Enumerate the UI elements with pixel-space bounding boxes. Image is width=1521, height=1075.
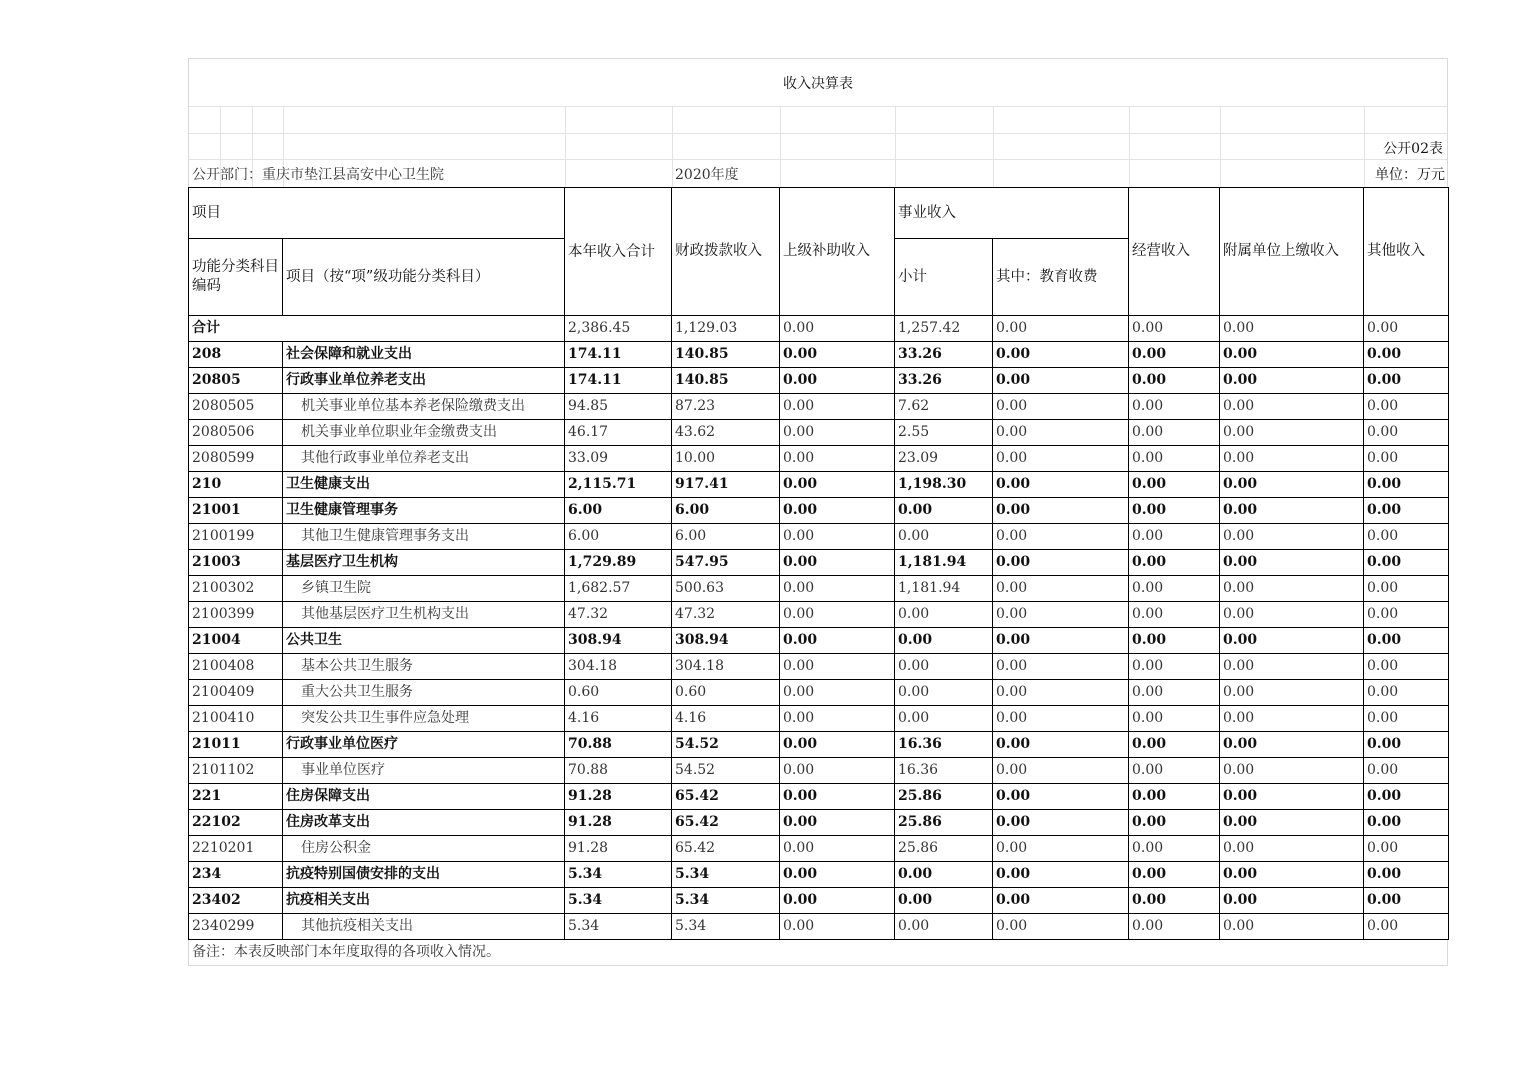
fiscal-cell: 54.52 xyxy=(672,732,780,758)
superior-cell: 0.00 xyxy=(780,628,895,654)
table-row xyxy=(189,576,1449,602)
affiliated-cell: 0.00 xyxy=(1220,914,1364,940)
education-cell: 0.00 xyxy=(993,836,1129,862)
code-cell: 2080506 xyxy=(189,420,283,446)
education-cell: 0.00 xyxy=(993,420,1129,446)
education-cell: 0.00 xyxy=(993,732,1129,758)
operating-cell: 0.00 xyxy=(1129,862,1220,888)
fiscal-cell: 65.42 xyxy=(672,810,780,836)
operating-cell: 0.00 xyxy=(1129,888,1220,914)
table-row xyxy=(189,498,1449,524)
total-label: 合计 xyxy=(189,316,565,342)
affiliated-cell: 0.00 xyxy=(1220,472,1364,498)
name-cell: 抗疫相关支出 xyxy=(283,888,565,914)
table-row xyxy=(189,784,1449,810)
subtotal-cell: 0.00 xyxy=(895,706,993,732)
header-superior: 上级补助收入 xyxy=(780,188,895,316)
total-cell: 70.88 xyxy=(565,732,672,758)
other-cell: 0.00 xyxy=(1364,420,1449,446)
subtotal-cell: 23.09 xyxy=(895,446,993,472)
operating-cell: 0.00 xyxy=(1129,446,1220,472)
fiscal-cell: 10.00 xyxy=(672,446,780,472)
name-cell: 重大公共卫生服务 xyxy=(283,680,565,706)
header-fiscal: 财政拨款收入 xyxy=(672,188,780,316)
header-affiliated: 附属单位上缴收入 xyxy=(1220,188,1364,316)
superior-cell: 0.00 xyxy=(780,498,895,524)
other-cell: 0.00 xyxy=(1364,654,1449,680)
code-cell: 2210201 xyxy=(189,836,283,862)
table-row xyxy=(189,550,1449,576)
operating-cell: 0.00 xyxy=(1129,394,1220,420)
fiscal-cell: 1,129.03 xyxy=(672,316,780,342)
income-statement-sheet xyxy=(188,58,1448,966)
other-cell: 0.00 xyxy=(1364,472,1449,498)
total-cell: 91.28 xyxy=(565,784,672,810)
subtotal-cell: 0.00 xyxy=(895,628,993,654)
name-cell: 其他基层医疗卫生机构支出 xyxy=(283,602,565,628)
operating-cell: 0.00 xyxy=(1129,602,1220,628)
total-cell: 4.16 xyxy=(565,706,672,732)
code-cell: 2100199 xyxy=(189,524,283,550)
table-row xyxy=(189,836,1449,862)
affiliated-cell: 0.00 xyxy=(1220,758,1364,784)
superior-cell: 0.00 xyxy=(780,524,895,550)
name-cell: 其他抗疫相关支出 xyxy=(283,914,565,940)
education-cell: 0.00 xyxy=(993,706,1129,732)
name-cell: 机关事业单位职业年金缴费支出 xyxy=(283,420,565,446)
affiliated-cell: 0.00 xyxy=(1220,784,1364,810)
superior-cell: 0.00 xyxy=(780,862,895,888)
fiscal-cell: 47.32 xyxy=(672,602,780,628)
total-cell: 0.60 xyxy=(565,680,672,706)
subtotal-cell: 0.00 xyxy=(895,524,993,550)
superior-cell: 0.00 xyxy=(780,836,895,862)
subtotal-cell: 1,181.94 xyxy=(895,576,993,602)
name-cell: 事业单位医疗 xyxy=(283,758,565,784)
other-cell: 0.00 xyxy=(1364,394,1449,420)
table-row xyxy=(189,914,1449,940)
operating-cell: 0.00 xyxy=(1129,472,1220,498)
superior-cell: 0.00 xyxy=(780,732,895,758)
code-cell: 2080505 xyxy=(189,394,283,420)
header-subtotal: 小计 xyxy=(895,239,993,316)
name-cell: 乡镇卫生院 xyxy=(283,576,565,602)
education-cell: 0.00 xyxy=(993,472,1129,498)
education-cell: 0.00 xyxy=(993,316,1129,342)
operating-cell: 0.00 xyxy=(1129,784,1220,810)
fiscal-cell: 65.42 xyxy=(672,784,780,810)
code-cell: 22102 xyxy=(189,810,283,836)
fiscal-cell: 304.18 xyxy=(672,654,780,680)
name-cell: 卫生健康支出 xyxy=(283,472,565,498)
table-row xyxy=(189,446,1449,472)
code-cell: 208 xyxy=(189,342,283,368)
code-cell: 23402 xyxy=(189,888,283,914)
table-row xyxy=(189,732,1449,758)
subtotal-cell: 25.86 xyxy=(895,784,993,810)
other-cell: 0.00 xyxy=(1364,628,1449,654)
other-cell: 0.00 xyxy=(1364,550,1449,576)
fiscal-cell: 54.52 xyxy=(672,758,780,784)
other-cell: 0.00 xyxy=(1364,758,1449,784)
table-row xyxy=(189,628,1449,654)
code-cell: 21011 xyxy=(189,732,283,758)
name-cell: 住房保障支出 xyxy=(283,784,565,810)
code-cell: 2340299 xyxy=(189,914,283,940)
other-cell: 0.00 xyxy=(1364,498,1449,524)
superior-cell: 0.00 xyxy=(780,602,895,628)
total-cell: 46.17 xyxy=(565,420,672,446)
affiliated-cell: 0.00 xyxy=(1220,316,1364,342)
superior-cell: 0.00 xyxy=(780,810,895,836)
header-operating: 经营收入 xyxy=(1129,188,1220,316)
fiscal-cell: 0.60 xyxy=(672,680,780,706)
total-cell: 174.11 xyxy=(565,368,672,394)
subtotal-cell: 0.00 xyxy=(895,888,993,914)
total-cell: 1,729.89 xyxy=(565,550,672,576)
code-cell: 21001 xyxy=(189,498,283,524)
subtotal-cell: 0.00 xyxy=(895,602,993,628)
fiscal-cell: 547.95 xyxy=(672,550,780,576)
code-cell: 2100410 xyxy=(189,706,283,732)
education-cell: 0.00 xyxy=(993,602,1129,628)
superior-cell: 0.00 xyxy=(780,368,895,394)
subtotal-cell: 16.36 xyxy=(895,732,993,758)
subtotal-cell: 1,257.42 xyxy=(895,316,993,342)
fiscal-cell: 308.94 xyxy=(672,628,780,654)
operating-cell: 0.00 xyxy=(1129,524,1220,550)
sheet-header-area xyxy=(188,58,1448,187)
name-cell: 住房改革支出 xyxy=(283,810,565,836)
operating-cell: 0.00 xyxy=(1129,706,1220,732)
fiscal-cell: 65.42 xyxy=(672,836,780,862)
subtotal-cell: 0.00 xyxy=(895,680,993,706)
total-cell: 5.34 xyxy=(565,862,672,888)
fiscal-cell: 6.00 xyxy=(672,498,780,524)
code-cell: 2100399 xyxy=(189,602,283,628)
affiliated-cell: 0.00 xyxy=(1220,862,1364,888)
other-cell: 0.00 xyxy=(1364,862,1449,888)
name-cell: 基本公共卫生服务 xyxy=(283,654,565,680)
education-cell: 0.00 xyxy=(993,368,1129,394)
education-cell: 0.00 xyxy=(993,758,1129,784)
affiliated-cell: 0.00 xyxy=(1220,420,1364,446)
superior-cell: 0.00 xyxy=(780,472,895,498)
total-cell: 2,115.71 xyxy=(565,472,672,498)
affiliated-cell: 0.00 xyxy=(1220,550,1364,576)
subtotal-cell: 16.36 xyxy=(895,758,993,784)
affiliated-cell: 0.00 xyxy=(1220,836,1364,862)
total-cell: 70.88 xyxy=(565,758,672,784)
total-cell: 91.28 xyxy=(565,836,672,862)
name-cell: 行政事业单位养老支出 xyxy=(283,368,565,394)
table-row xyxy=(189,758,1449,784)
form-number: 公开02表 xyxy=(1383,141,1443,157)
total-cell: 308.94 xyxy=(565,628,672,654)
other-cell: 0.00 xyxy=(1364,446,1449,472)
name-cell: 其他卫生健康管理事务支出 xyxy=(283,524,565,550)
education-cell: 0.00 xyxy=(993,342,1129,368)
operating-cell: 0.00 xyxy=(1129,758,1220,784)
affiliated-cell: 0.00 xyxy=(1220,368,1364,394)
subtotal-cell: 1,181.94 xyxy=(895,550,993,576)
header-name: 项目（按“项”级功能分类科目） xyxy=(283,239,565,316)
fiscal-cell: 5.34 xyxy=(672,862,780,888)
superior-cell: 0.00 xyxy=(780,576,895,602)
table-row xyxy=(189,810,1449,836)
table-row xyxy=(189,524,1449,550)
operating-cell: 0.00 xyxy=(1129,836,1220,862)
total-cell: 5.34 xyxy=(565,914,672,940)
subtotal-cell: 1,198.30 xyxy=(895,472,993,498)
fiscal-cell: 87.23 xyxy=(672,394,780,420)
education-cell: 0.00 xyxy=(993,628,1129,654)
education-cell: 0.00 xyxy=(993,550,1129,576)
other-cell: 0.00 xyxy=(1364,524,1449,550)
affiliated-cell: 0.00 xyxy=(1220,446,1364,472)
name-cell: 住房公积金 xyxy=(283,836,565,862)
operating-cell: 0.00 xyxy=(1129,810,1220,836)
income-table xyxy=(188,187,1449,940)
table-row xyxy=(189,472,1449,498)
education-cell: 0.00 xyxy=(993,680,1129,706)
code-cell: 21003 xyxy=(189,550,283,576)
table-row xyxy=(189,862,1449,888)
other-cell: 0.00 xyxy=(1364,602,1449,628)
code-cell: 2100302 xyxy=(189,576,283,602)
subtotal-cell: 25.86 xyxy=(895,836,993,862)
other-cell: 0.00 xyxy=(1364,732,1449,758)
total-cell: 5.34 xyxy=(565,888,672,914)
total-cell: 6.00 xyxy=(565,524,672,550)
fiscal-cell: 917.41 xyxy=(672,472,780,498)
footnote: 备注：本表反映部门本年度取得的各项收入情况。 xyxy=(188,940,1448,966)
total-cell: 2,386.45 xyxy=(565,316,672,342)
operating-cell: 0.00 xyxy=(1129,498,1220,524)
header-education: 其中：教育收费 xyxy=(993,239,1129,316)
superior-cell: 0.00 xyxy=(780,758,895,784)
code-cell: 21004 xyxy=(189,628,283,654)
other-cell: 0.00 xyxy=(1364,810,1449,836)
name-cell: 公共卫生 xyxy=(283,628,565,654)
operating-cell: 0.00 xyxy=(1129,420,1220,446)
operating-cell: 0.00 xyxy=(1129,628,1220,654)
superior-cell: 0.00 xyxy=(780,914,895,940)
subtotal-cell: 7.62 xyxy=(895,394,993,420)
department-label: 公开部门：重庆市垫江县高安中心卫生院 xyxy=(192,167,444,183)
affiliated-cell: 0.00 xyxy=(1220,628,1364,654)
operating-cell: 0.00 xyxy=(1129,316,1220,342)
operating-cell: 0.00 xyxy=(1129,914,1220,940)
total-row xyxy=(189,316,1449,342)
education-cell: 0.00 xyxy=(993,394,1129,420)
table-row xyxy=(189,342,1449,368)
operating-cell: 0.00 xyxy=(1129,342,1220,368)
table-row xyxy=(189,368,1449,394)
education-cell: 0.00 xyxy=(993,862,1129,888)
fiscal-year: 2020年度 xyxy=(675,167,739,183)
unit-label: 单位：万元 xyxy=(1375,167,1445,183)
total-cell: 174.11 xyxy=(565,342,672,368)
fiscal-cell: 140.85 xyxy=(672,342,780,368)
code-cell: 20805 xyxy=(189,368,283,394)
education-cell: 0.00 xyxy=(993,446,1129,472)
education-cell: 0.00 xyxy=(993,654,1129,680)
other-cell: 0.00 xyxy=(1364,368,1449,394)
superior-cell: 0.00 xyxy=(780,784,895,810)
name-cell: 基层医疗卫生机构 xyxy=(283,550,565,576)
table-row xyxy=(189,602,1449,628)
superior-cell: 0.00 xyxy=(780,706,895,732)
other-cell: 0.00 xyxy=(1364,836,1449,862)
other-cell: 0.00 xyxy=(1364,680,1449,706)
total-cell: 47.32 xyxy=(565,602,672,628)
name-cell: 机关事业单位基本养老保险缴费支出 xyxy=(283,394,565,420)
fiscal-cell: 500.63 xyxy=(672,576,780,602)
code-cell: 2101102 xyxy=(189,758,283,784)
other-cell: 0.00 xyxy=(1364,342,1449,368)
total-cell: 1,682.57 xyxy=(565,576,672,602)
subtotal-cell: 25.86 xyxy=(895,810,993,836)
operating-cell: 0.00 xyxy=(1129,368,1220,394)
code-cell: 210 xyxy=(189,472,283,498)
name-cell: 卫生健康管理事务 xyxy=(283,498,565,524)
affiliated-cell: 0.00 xyxy=(1220,602,1364,628)
operating-cell: 0.00 xyxy=(1129,550,1220,576)
table-row xyxy=(189,420,1449,446)
superior-cell: 0.00 xyxy=(780,680,895,706)
code-cell: 234 xyxy=(189,862,283,888)
affiliated-cell: 0.00 xyxy=(1220,680,1364,706)
education-cell: 0.00 xyxy=(993,914,1129,940)
affiliated-cell: 0.00 xyxy=(1220,706,1364,732)
subtotal-cell: 33.26 xyxy=(895,342,993,368)
other-cell: 0.00 xyxy=(1364,706,1449,732)
other-cell: 0.00 xyxy=(1364,784,1449,810)
affiliated-cell: 0.00 xyxy=(1220,498,1364,524)
total-cell: 304.18 xyxy=(565,654,672,680)
operating-cell: 0.00 xyxy=(1129,654,1220,680)
page-title: 收入决算表 xyxy=(783,76,853,92)
header-business: 事业收入 xyxy=(895,188,1129,239)
superior-cell: 0.00 xyxy=(780,420,895,446)
table-row xyxy=(189,394,1449,420)
operating-cell: 0.00 xyxy=(1129,576,1220,602)
education-cell: 0.00 xyxy=(993,784,1129,810)
affiliated-cell: 0.00 xyxy=(1220,888,1364,914)
total-cell: 94.85 xyxy=(565,394,672,420)
table-row xyxy=(189,706,1449,732)
subtotal-cell: 0.00 xyxy=(895,862,993,888)
name-cell: 行政事业单位医疗 xyxy=(283,732,565,758)
education-cell: 0.00 xyxy=(993,888,1129,914)
code-cell: 221 xyxy=(189,784,283,810)
education-cell: 0.00 xyxy=(993,576,1129,602)
superior-cell: 0.00 xyxy=(780,888,895,914)
superior-cell: 0.00 xyxy=(780,654,895,680)
header-total: 本年收入合计 xyxy=(565,188,672,316)
affiliated-cell: 0.00 xyxy=(1220,342,1364,368)
affiliated-cell: 0.00 xyxy=(1220,654,1364,680)
superior-cell: 0.00 xyxy=(780,550,895,576)
superior-cell: 0.00 xyxy=(780,446,895,472)
education-cell: 0.00 xyxy=(993,498,1129,524)
table-row xyxy=(189,680,1449,706)
affiliated-cell: 0.00 xyxy=(1220,732,1364,758)
operating-cell: 0.00 xyxy=(1129,732,1220,758)
header-code: 功能分类科目编码 xyxy=(189,239,283,316)
subtotal-cell: 0.00 xyxy=(895,654,993,680)
code-cell: 2100408 xyxy=(189,654,283,680)
superior-cell: 0.00 xyxy=(780,342,895,368)
fiscal-cell: 140.85 xyxy=(672,368,780,394)
fiscal-cell: 43.62 xyxy=(672,420,780,446)
name-cell: 其他行政事业单位养老支出 xyxy=(283,446,565,472)
total-cell: 6.00 xyxy=(565,498,672,524)
subtotal-cell: 2.55 xyxy=(895,420,993,446)
affiliated-cell: 0.00 xyxy=(1220,576,1364,602)
operating-cell: 0.00 xyxy=(1129,680,1220,706)
total-cell: 33.09 xyxy=(565,446,672,472)
fiscal-cell: 4.16 xyxy=(672,706,780,732)
code-cell: 2100409 xyxy=(189,680,283,706)
superior-cell: 0.00 xyxy=(780,394,895,420)
education-cell: 0.00 xyxy=(993,810,1129,836)
superior-cell: 0.00 xyxy=(780,316,895,342)
subtotal-cell: 0.00 xyxy=(895,498,993,524)
header-item: 项目 xyxy=(189,188,565,239)
fiscal-cell: 6.00 xyxy=(672,524,780,550)
other-cell: 0.00 xyxy=(1364,914,1449,940)
header-other: 其他收入 xyxy=(1364,188,1449,316)
table-row xyxy=(189,654,1449,680)
affiliated-cell: 0.00 xyxy=(1220,810,1364,836)
education-cell: 0.00 xyxy=(993,524,1129,550)
other-cell: 0.00 xyxy=(1364,888,1449,914)
fiscal-cell: 5.34 xyxy=(672,914,780,940)
subtotal-cell: 0.00 xyxy=(895,914,993,940)
fiscal-cell: 5.34 xyxy=(672,888,780,914)
name-cell: 突发公共卫生事件应急处理 xyxy=(283,706,565,732)
subtotal-cell: 33.26 xyxy=(895,368,993,394)
affiliated-cell: 0.00 xyxy=(1220,394,1364,420)
name-cell: 抗疫特别国债安排的支出 xyxy=(283,862,565,888)
total-cell: 91.28 xyxy=(565,810,672,836)
code-cell: 2080599 xyxy=(189,446,283,472)
table-row xyxy=(189,888,1449,914)
name-cell: 社会保障和就业支出 xyxy=(283,342,565,368)
other-cell: 0.00 xyxy=(1364,316,1449,342)
other-cell: 0.00 xyxy=(1364,576,1449,602)
affiliated-cell: 0.00 xyxy=(1220,524,1364,550)
